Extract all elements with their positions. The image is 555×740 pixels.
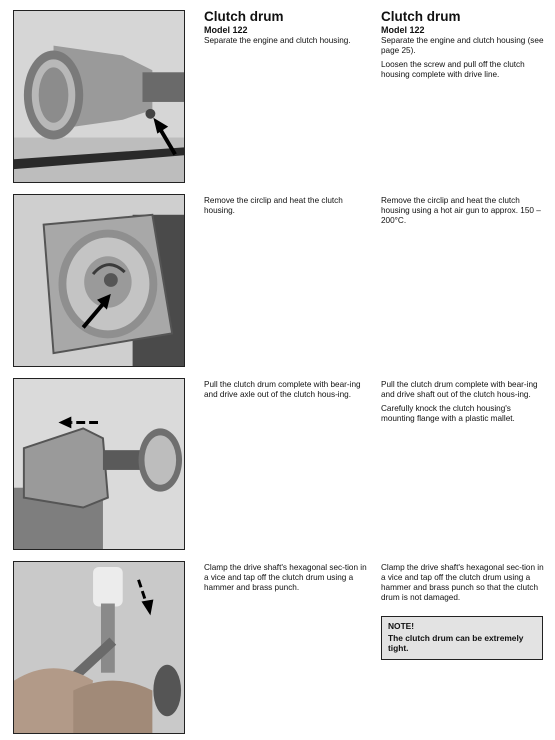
step-4-text-b: Clamp the drive shaft's hexagonal sec-tion in a vice and tap off the clutch drum using a hammer and brass punch so that the clutch drum is not damaged. [381,563,544,602]
photo-pull-clutch-drum [13,378,185,550]
step-3-text-b: Pull the clutch drum complete with bear-ing and drive shaft out of the clutch hous-ing. [381,380,538,399]
step-4-text: Clamp the drive shaft's hexagonal sec-tion in a vice and tap off the clutch drum using a hammer and brass punch. [204,563,367,592]
note-box [381,616,543,660]
header-column-b [381,10,546,84]
note-title: NOTE! [388,621,415,631]
model-label: Model 122 [204,25,248,35]
step-3-column-b [381,380,546,428]
photo-separate-clutch-housing [13,10,185,183]
step-3-text: Pull the clutch drum complete with bear-ing and drive axle out of the clutch hous-ing. [204,380,361,399]
header-column-a [204,10,369,50]
page-title: Clutch drum [204,9,284,24]
step-2-column-a [204,196,369,220]
step-3-text-b-2: Carefully knock the clutch housing's mounting flange with a plastic mallet. [381,404,515,423]
step-1-text-b-2: Loosen the screw and pull off the clutch housing complete with drive line. [381,60,525,79]
photo-circlip-clutch-housing [13,194,185,367]
note-body: The clutch drum can be extremely tight. [388,633,524,653]
page-title-b: Clutch drum [381,9,461,24]
step-4-column-b [381,563,546,607]
step-2-column-b [381,196,546,230]
step-1-text-b: Separate the engine and clutch housing (see page 25). [381,36,544,55]
photo-tap-off-clutch-drum [13,561,185,734]
step-1-text: Separate the engine and clutch housing. [204,36,351,45]
step-3-column-a [204,380,369,404]
model-label-b: Model 122 [381,25,425,35]
step-4-column-a [204,563,369,597]
step-2-text: Remove the circlip and heat the clutch housing. [204,196,343,215]
step-2-text-b: Remove the circlip and heat the clutch housing using a hot air gun to approx. 150 – 200°C. [381,196,541,225]
